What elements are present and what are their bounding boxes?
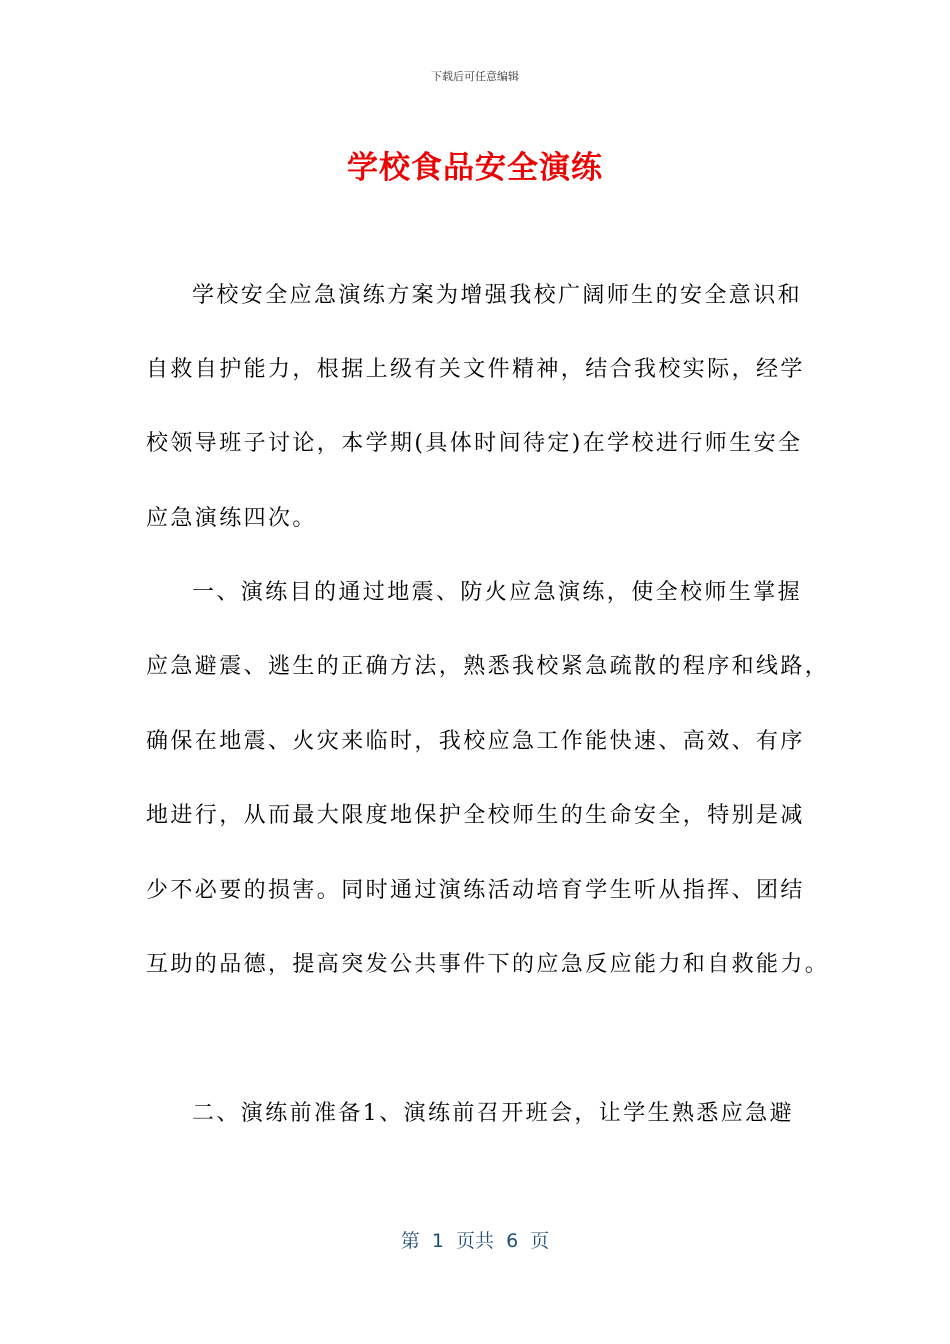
paragraph-line: 互助的品德，提高突发公共事件下的应急反应能力和自救能力。 <box>146 952 830 977</box>
document-title: 学校食品安全演练 <box>347 150 603 186</box>
paragraph-line: 应急避震、逃生的正确方法，熟悉我校紧急疏散的程序和线路， <box>146 654 830 679</box>
paragraph-line: 一、演练目的通过地震、防火应急演练，使全校师生掌握 <box>192 580 803 605</box>
paragraph-line: 校领导班子讨论，本学期(具体时间待定)在学校进行师生安全 <box>146 431 803 456</box>
paragraph-line: 应急演练四次。 <box>146 506 317 531</box>
paragraph-line: 学校安全应急演练方案为增强我校广阔师生的安全意识和 <box>192 283 803 308</box>
paragraph-line: 确保在地震、火灾来临时，我校应急工作能快速、高效、有序 <box>146 729 805 754</box>
paragraph-line: 少不必要的损害。同时通过演练活动培育学生听从指挥、团结 <box>146 878 805 903</box>
paragraph-line: 自救自护能力，根据上级有关文件精神，结合我校实际，经学 <box>146 357 805 382</box>
paragraph-line: 二、演练前准备1、演练前召开班会，让学生熟悉应急避 <box>192 1101 794 1126</box>
page-number-footer: 第 1 页共 6 页 <box>400 1230 550 1252</box>
header-note: 下载后可任意编辑 <box>431 70 519 83</box>
paragraph-line: 地进行，从而最大限度地保护全校师生的生命安全，特别是减 <box>146 803 805 828</box>
